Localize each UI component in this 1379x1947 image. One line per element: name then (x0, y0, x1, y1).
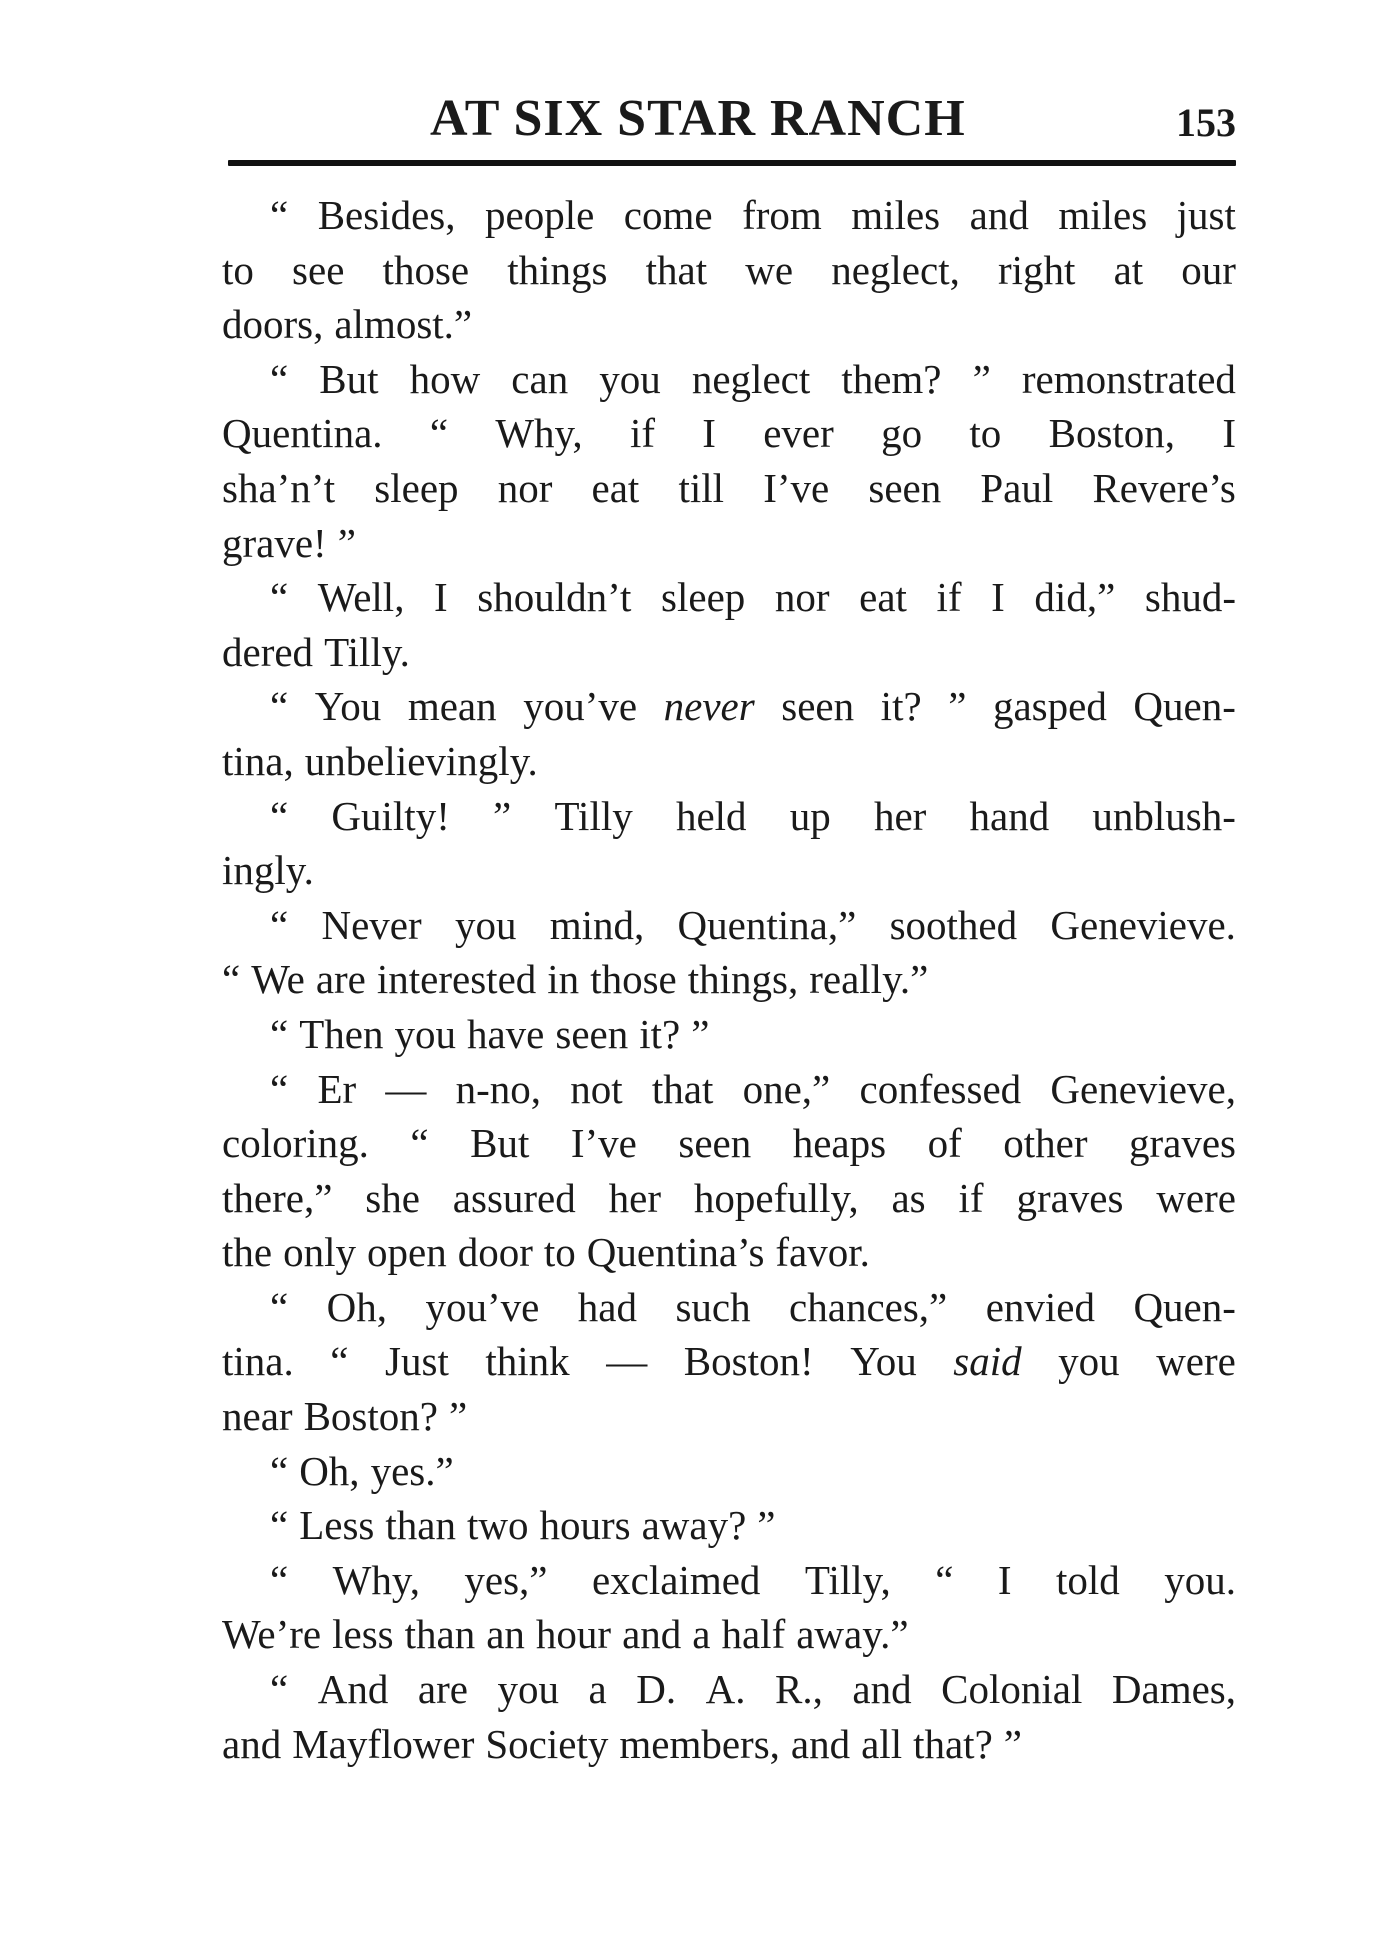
text-line-content: “ Never you mind, Quentina,” soothed Genevieve. (270, 901, 1236, 948)
text-line-content: “ Guilty! ” Tilly held up her hand unblush- (270, 792, 1236, 839)
text-line (222, 516, 1236, 571)
text-line-content: tina, unbelievingly. (222, 737, 538, 784)
text-line-content: dered Tilly. (222, 628, 410, 675)
text-line (222, 1498, 1236, 1553)
text-line (222, 570, 1236, 625)
header-rule (228, 160, 1236, 166)
text-line-content: ingly. (222, 847, 314, 894)
text-line-content: “ Oh, yes.” (270, 1447, 454, 1494)
text-line-content: “ Er — n-no, not that one,” confessed Genevieve, (270, 1065, 1236, 1112)
text-line-content: We’re less than an hour and a half away.” (222, 1611, 909, 1658)
text-line (222, 789, 1236, 844)
text-line-content: “ Then you have seen it? ” (270, 1010, 710, 1057)
text-line (222, 734, 1236, 789)
text-line-content: “ Less than two hours away? ” (270, 1502, 776, 1549)
text-line (222, 1444, 1236, 1499)
text-line-content: “ We are interested in those things, really.” (222, 956, 929, 1003)
text-line (222, 898, 1236, 953)
text-line-content: sha’n’t sleep nor eat till I’ve seen Paul Revere’s (222, 464, 1236, 511)
text-line (222, 188, 1236, 243)
text-line-content: Quentina. “ Why, if I ever go to Boston, I (222, 410, 1236, 457)
text-line (222, 352, 1236, 407)
page-number: 153 (1176, 100, 1236, 145)
text-line-content: “ Oh, you’ve had such chances,” envied Quen- (270, 1283, 1236, 1330)
text-line (222, 406, 1236, 461)
text-line-content: “ Well, I shouldn’t sleep nor eat if I did,” shud- (270, 574, 1236, 621)
page-header (225, 84, 1236, 154)
text-line (222, 1007, 1236, 1062)
text-line (222, 1225, 1236, 1280)
text-line (222, 243, 1236, 298)
text-line-content: doors, almost.” (222, 301, 473, 348)
text-line (222, 1171, 1236, 1226)
text-line (222, 297, 1236, 352)
text-line (222, 1662, 1236, 1717)
text-line (222, 1116, 1236, 1171)
text-line (222, 1334, 1236, 1389)
text-line-content: near Boston? ” (222, 1393, 468, 1440)
text-line-content: there,” she assured her hopefully, as if graves were (222, 1174, 1236, 1221)
text-line-content: the only open door to Quentina’s favor. (222, 1229, 870, 1276)
body-text (222, 188, 1236, 1771)
text-line-content: “ You mean you’ve never seen it? ” gasped Quen- (270, 683, 1236, 730)
text-line (222, 679, 1236, 734)
text-line (222, 1607, 1236, 1662)
text-line-content: coloring. “ But I’ve seen heaps of other graves (222, 1120, 1236, 1167)
text-line-content: tina. “ Just think — Boston! You said you were (222, 1338, 1236, 1385)
text-line-content: and Mayflower Society members, and all that? ” (222, 1720, 1022, 1767)
text-line (222, 952, 1236, 1007)
text-line-content: “ Besides, people come from miles and miles just (270, 192, 1236, 238)
text-line (222, 1062, 1236, 1117)
text-line (222, 461, 1236, 516)
text-line (222, 625, 1236, 680)
text-line (222, 1717, 1236, 1772)
text-line (222, 1553, 1236, 1608)
text-line-content: “ But how can you neglect them? ” remonstrated (270, 355, 1236, 402)
text-line-content: to see those things that we neglect, right at our (222, 246, 1236, 293)
text-line-content: “ And are you a D. A. R., and Colonial Dames, (270, 1666, 1236, 1713)
text-line-content: grave! ” (222, 519, 356, 566)
text-line-content: “ Why, yes,” exclaimed Tilly, “ I told you. (270, 1556, 1236, 1603)
text-line (222, 1280, 1236, 1335)
running-title: AT SIX STAR RANCH (430, 90, 966, 147)
text-line (222, 843, 1236, 898)
text-line (222, 1389, 1236, 1444)
